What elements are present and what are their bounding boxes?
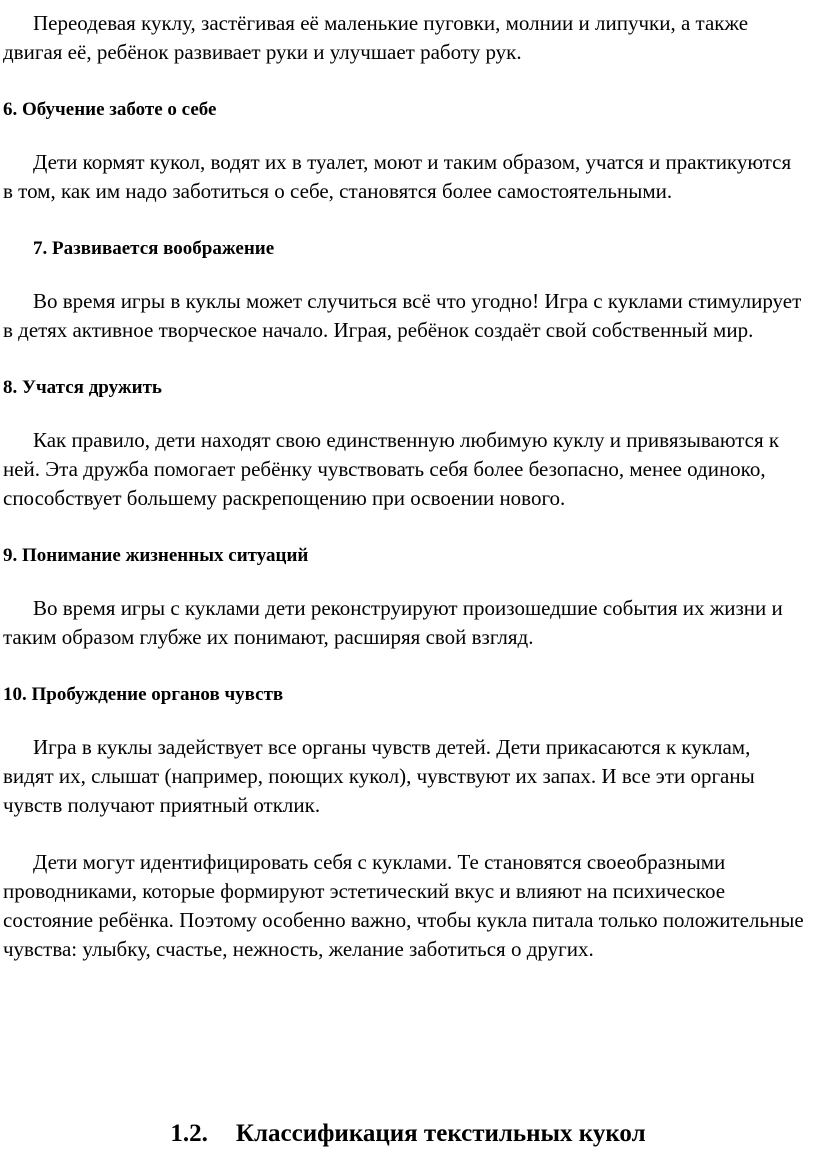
spacer	[3, 513, 806, 541]
paragraph-8: Как правило, дети находят свою единственную любимую куклу и привязываются к ней. Эта дружба помогает ребёнку чувствовать себя более безопасно, менее одиноко, способствует большему раскрепощению при освоении нового.	[3, 428, 780, 510]
spacer	[3, 67, 806, 95]
paragraph-final: Дети могут идентифицировать себя с куклами. Те становятся своеобразными проводниками, которые формируют эстетический вкус и влияют на психическое состояние ребёнка. Поэтому особенно важно, чтобы кукла питала только положительные чувства: улыбку, счастье, нежность, желание заботиться о других.	[3, 850, 804, 961]
heading-9: 9. Понимание жизненных ситуаций	[3, 545, 309, 566]
heading-7: 7. Развивается воображение	[33, 238, 275, 259]
paragraph-10: Игра в куклы задействует все органы чувств детей. Дети прикасаются к куклам, видят их, слышат (например, поющих кукол), чувствуют их запах. И все эти органы чувств получают приятный отклик.	[3, 735, 755, 817]
spacer	[3, 820, 806, 848]
heading-6: 6. Обучение заботе о себе	[3, 99, 217, 120]
spacer	[3, 263, 806, 287]
spacer	[3, 402, 806, 426]
paragraph-6: Дети кормят кукол, водят их в туалет, моют и таким образом, учатся и практикуются в том, как им надо заботиться о себе, становятся более самостоятельными.	[3, 150, 792, 203]
heading-10: 10. Пробуждение органов чувств	[3, 684, 284, 705]
spacer	[3, 206, 806, 234]
section-number: 1.2.	[170, 1120, 208, 1147]
spacer	[3, 570, 806, 594]
section-heading	[0, 1118, 816, 1150]
heading-8: 8. Учатся дружить	[3, 377, 162, 398]
paragraph-intro: Переодевая куклу, застёгивая её маленькие пуговки, молнии и липучки, а также двигая её, ребёнок развивает руки и улучшает работу рук.	[3, 11, 749, 64]
spacer	[3, 709, 806, 733]
spacer	[3, 652, 806, 680]
spacer	[3, 345, 806, 373]
paragraph-9: Во время игры с куклами дети реконструируют произошедшие события их жизни и таким образом глубже их понимают, расширяя свой взгляд.	[3, 596, 783, 649]
section-title: Классификация текстильных кукол	[235, 1120, 646, 1147]
spacer	[3, 124, 806, 148]
paragraph-7: Во время игры в куклы может случиться всё что угодно! Игра с куклами стимулирует в детях активное творческое начало. Играя, ребёнок создаёт свой собственный мир.	[3, 289, 802, 342]
